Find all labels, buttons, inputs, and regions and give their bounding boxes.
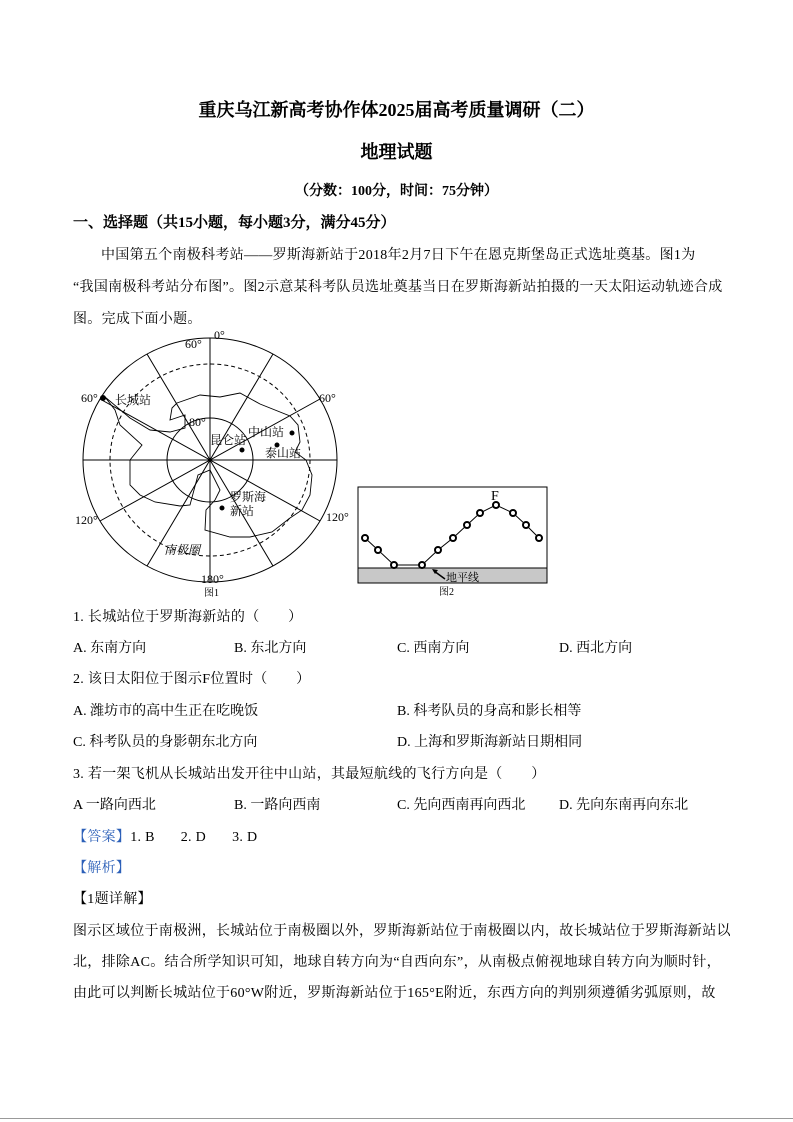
answer-3: 3. D [232,830,258,845]
question-2-option-a: A. 潍坊市的高中生正在吃晚饭 [73,704,259,719]
luosihai-station-dot [220,506,224,510]
analysis-line: 图示区域位于南极洲，长城站位于南极圈以外，罗斯海新站位于南极圈以内，故长城站位于罗斯海新站以 [73,924,731,939]
label-0: 0° [214,328,225,342]
label-luosihai-2: 新站 [230,504,255,518]
kunlun-station-dot [240,448,244,452]
question-1-option-a: A. 东南方向 [73,641,147,656]
changcheng-station-dot [101,396,106,401]
label-antarctic-circle: 南极圈 [164,543,201,557]
label-kunlun: 昆仑站 [210,433,247,447]
zhongshan-station-dot [290,431,294,435]
label-120-right: 120° [326,510,349,524]
question-1-option-b: B. 东北方向 [234,641,307,656]
analysis-line: 北，排除AC。结合所学知识可知，地球自转方向为“自西向东”，从南极点俯视地球自转方向为顺时针， [73,955,721,970]
label-zhongshan: 中山站 [248,425,285,439]
label-F: F [491,489,499,504]
figure1-caption: 图1 [204,588,219,599]
question-2-option-b: B. 科考队员的身高和影长相等 [397,704,582,719]
label-180: 180° [201,572,224,586]
question-2-option-c: C. 科考队员的身影朝东北方向 [73,735,258,750]
label-taishan: 泰山站 [265,446,302,460]
score-info: （分数：100分，时间：75分钟） [295,184,498,199]
question-3-option-c: C. 先向西南再向西北 [397,798,526,813]
page-subtitle: 地理试题 [360,142,433,162]
intro-line: “我国南极科考站分布图”。图2示意某科考队员选址奠基当日在罗斯海新站拍摄的一天太阳运动轨迹合成 [73,280,723,295]
question-1-option-d: D. 西北方向 [559,641,633,656]
label-80: 80° [189,415,206,429]
intro-line: 图。完成下面小题。 [73,312,202,327]
label-changcheng: 长城站 [115,393,152,407]
page-title: 重庆乌江新高考协作体2025届高考质量调研（二） [198,100,595,120]
figure1-antarctic-map [70,328,370,600]
intro-line: 中国第五个南极科考站——罗斯海新站于2018年2月7日下午在恩克斯堡岛正式选址奠基。图1为 [101,248,696,263]
label-120-left: 120° [75,513,98,527]
page-bottom-divider [0,1118,793,1119]
analysis-line: 由此可以判断长城站位于60°W附近，罗斯海新站位于165°E附近，东西方向的判别须遵循劣弧原则，故 [73,986,716,1001]
question-2-option-d: D. 上海和罗斯海新站日期相同 [397,735,583,750]
label-60-right: 60° [319,391,336,405]
section-heading: 一、选择题（共15小题，每小题3分，满分45分） [73,215,396,231]
question-3-option-a: A 一路向西北 [73,798,156,813]
analysis-label: 【解析】 [73,861,131,876]
label-horizon: 地平线 [446,572,479,584]
figure2-caption: 图2 [439,587,454,598]
question-2-stem: 2. 该日太阳位于图示F位置时（ ） [73,672,311,687]
figure2-sun-path [350,480,560,600]
answer-1: 1. B [130,830,155,845]
answer-row [73,826,257,846]
analysis-sub-label: 【1题详解】 [73,892,152,907]
question-3-stem: 3. 若一架飞机从长城站出发开往中山站，其最短航线的飞行方向是（ ） [73,767,546,782]
question-3-option-b: B. 一路向西南 [234,798,321,813]
label-60-left: 60° [81,391,98,405]
answer-label: 【答案】 [73,830,131,845]
label-luosihai-1: 罗斯海 [230,490,267,504]
question-1-stem: 1. 长城站位于罗斯海新站的（ ） [73,610,303,625]
answer-2: 2. D [180,830,207,845]
label-60-top: 60° [185,337,202,351]
antarctica-outline [105,393,312,537]
meridian-lines [83,338,337,582]
question-3-option-d: D. 先向东南再向东北 [559,798,689,813]
question-1-option-c: C. 西南方向 [397,641,470,656]
